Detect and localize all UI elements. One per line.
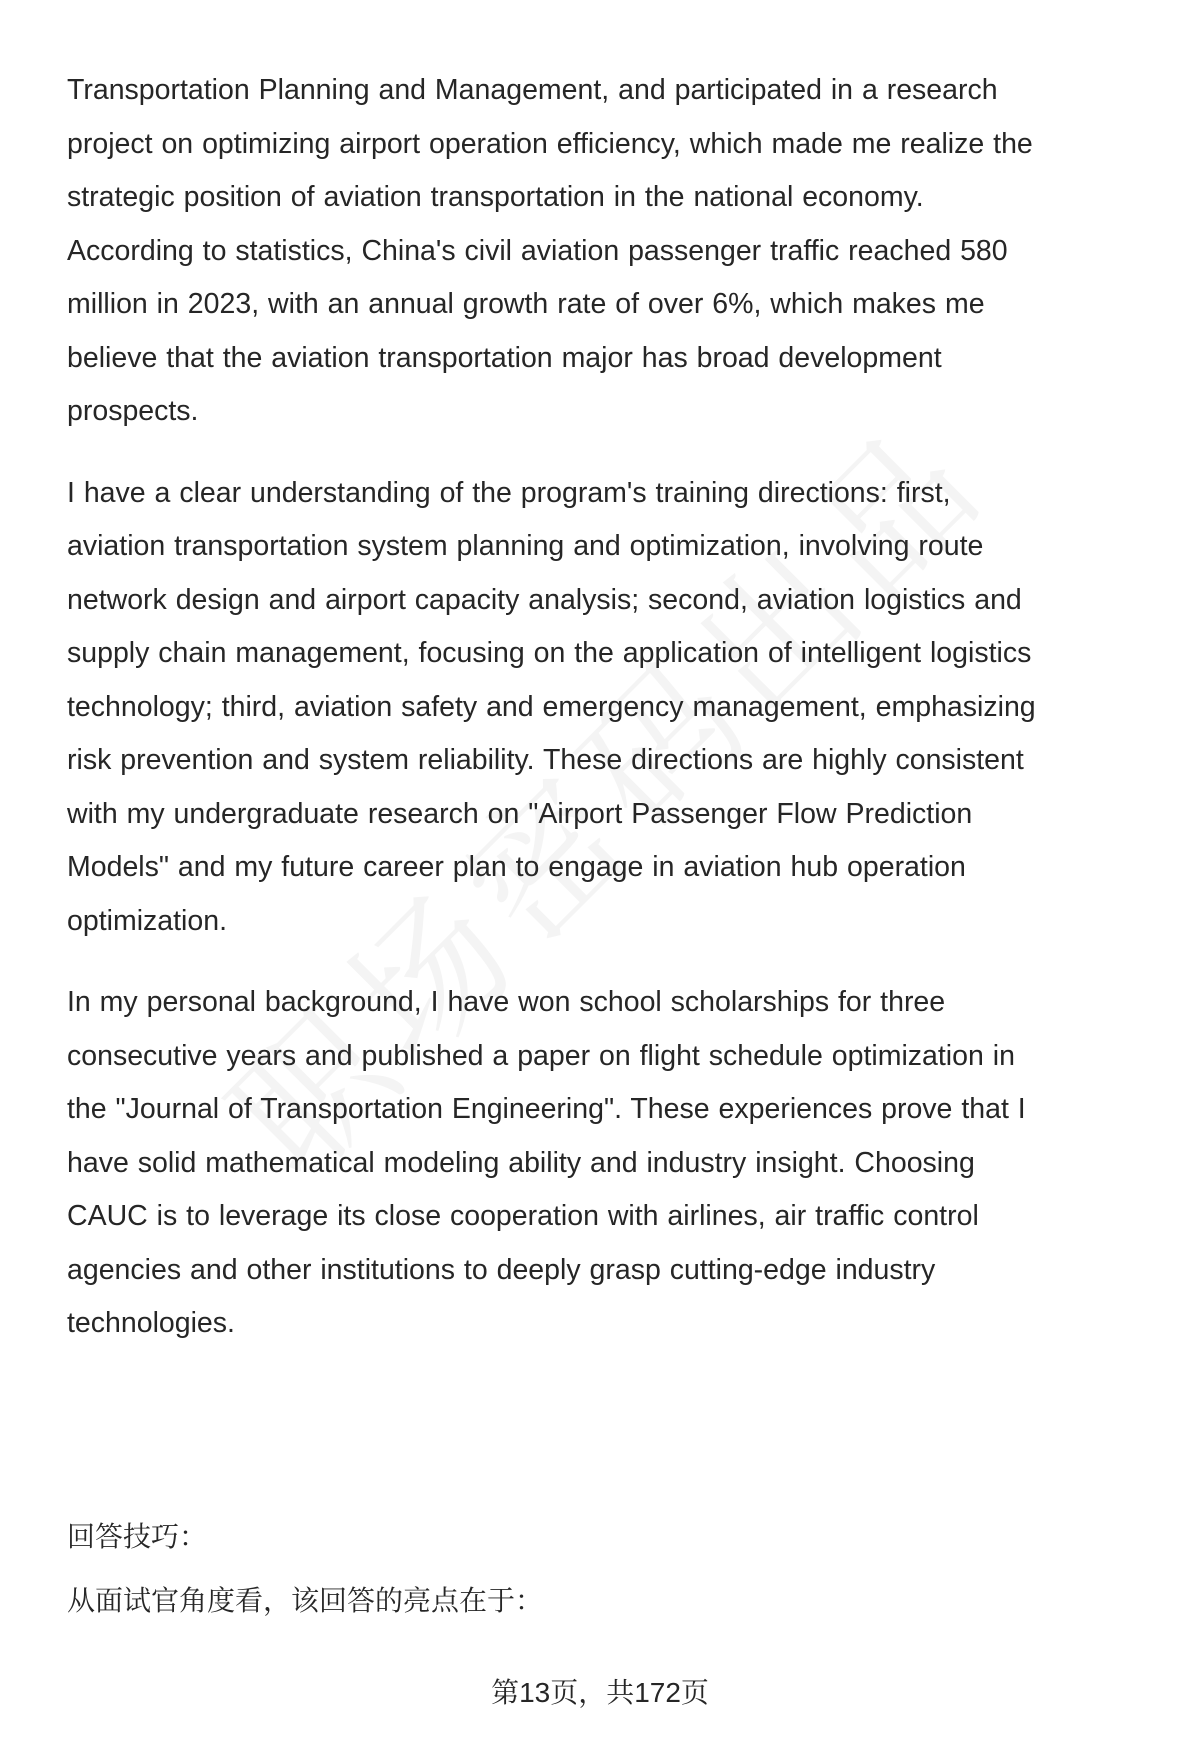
tips-heading: 回答技巧： [67, 1520, 208, 1552]
paragraph: I have a clear understanding of the program's training directions: first, aviation transportation system planning and optimization, involving route network design and airport capacity analysis; second, aviation logistics and supply chain management, focusing on the application of intelligent logistics technology; third, aviation safety and emergency management, emphasizing risk prevention and system reliability. These directions are highly consistent with my undergraduate research on "Airport Passenger Flow Prediction Models" and my future career plan to engage in aviation hub operation optimization. [67, 476, 1036, 937]
page-number-footer: 第13页，共172页 [491, 1677, 709, 1708]
tips-section [67, 1517, 1050, 1621]
tips-line: 从面试官角度看，该回答的亮点在于： [67, 1584, 544, 1616]
paragraph: Transportation Planning and Management, and participated in a research project on optimizing airport operation efficiency, which made me realize the strategic position of aviation transportation in the national economy. According to statistics, China's civil aviation passenger traffic reached 580 million in 2023, with an annual growth rate of over 6%, which makes me believe that the aviation transportation major has broad development prospects. [67, 74, 1033, 427]
paragraph: In my personal background, I have won school scholarships for three consecutive years and published a paper on flight schedule optimization in the "Journal of Transportation Engineering". These experiences prove that I have solid mathematical modeling ability and industry insight. Choosing CAUC is to leverage its close cooperation with airlines, air traffic control agencies and other institutions to deeply grasp cutting-edge industry technologies. [67, 986, 1026, 1339]
